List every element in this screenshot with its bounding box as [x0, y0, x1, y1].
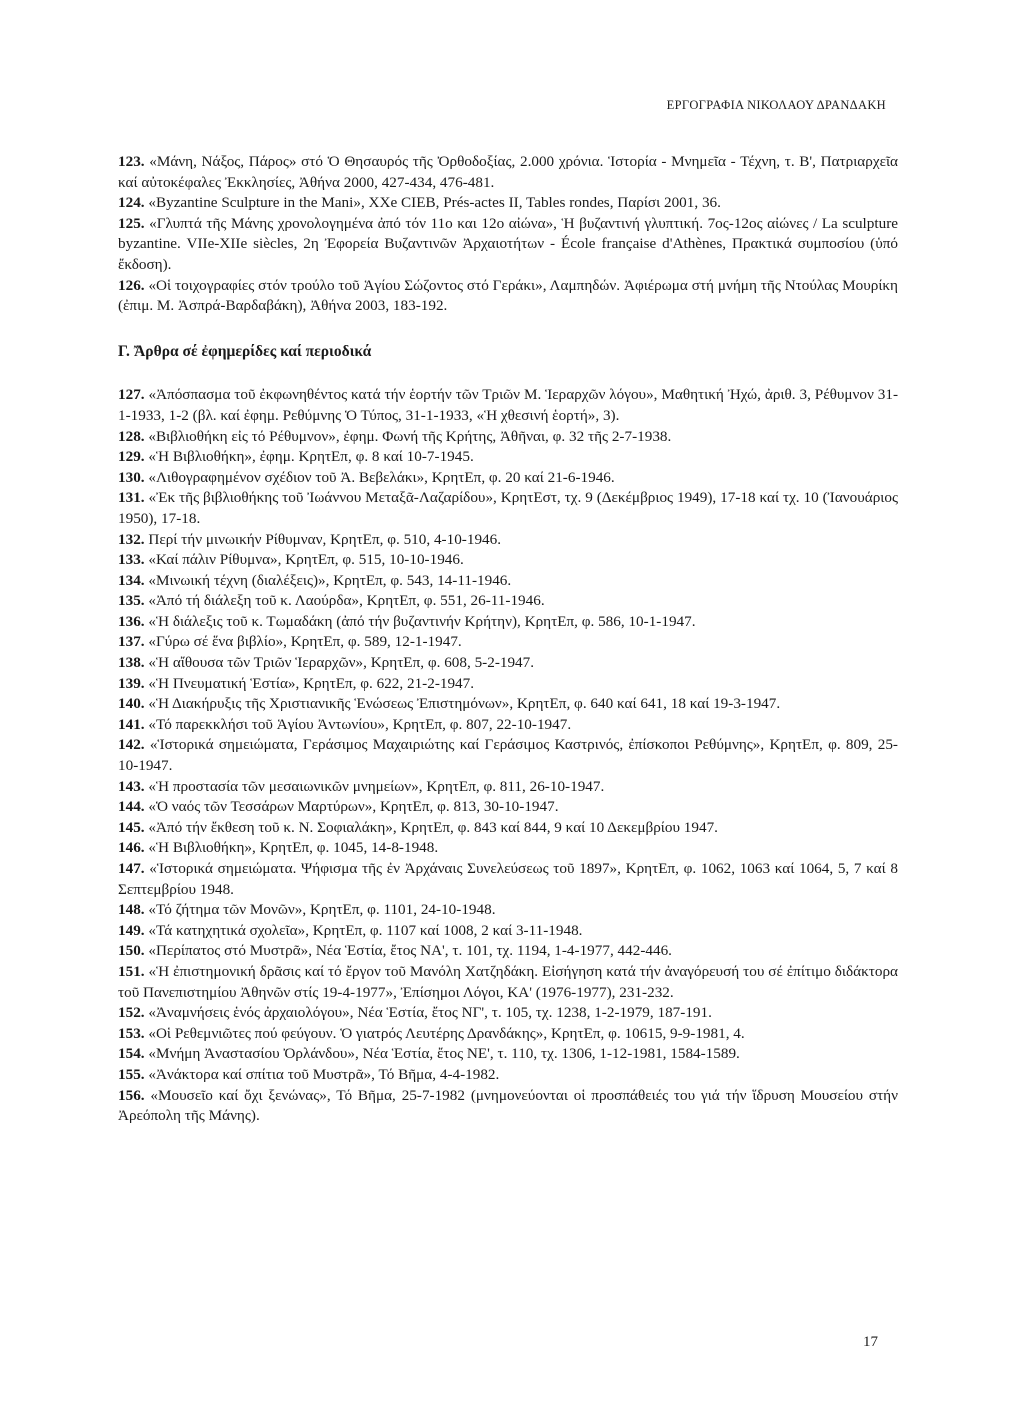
- page-number: 17: [863, 1334, 878, 1350]
- bibliography-entry: [118, 152, 898, 193]
- bibliography-entry: [118, 653, 898, 674]
- entry-text: «Μουσεῖο καί ὄχι ξενώνας», Τό Βῆμα, 25-7-1982 (μνημονεύονται οἱ προσπάθειές του γιά τήν ἵδρυση Μουσείου στήν Ἀρεόπολη τῆς Μάνης).: [118, 1086, 898, 1125]
- entry-number: 130.: [118, 468, 145, 486]
- entry-text: Περί τήν μινωικήν Ρίθυμναν, ΚρητΕπ, φ. 510, 4-10-1946.: [144, 530, 502, 548]
- entry-text: «Ἱστορικά σημειώματα. Ψήφισμα τῆς ἐν Ἀρχάναις Συνελεύσεως τοῦ 1897», ΚρητΕπ, φ. 1062, 1063 καί 1064, 5, 7 καί 8 Σεπτεμβρίου 1948.: [118, 860, 898, 898]
- entry-text: «Μάνη, Νάξος, Πάρος» στό Ὁ Θησαυρός τῆς Ὀρθοδοξίας, 2.000 χρόνια. Ἱστορία - Μνημεῖα - Τέχνη, τ. Β', Πατριαρχεῖα καί αὐτοκέφαλες Ἐκκλησίες, Ἀθήνα 2000, 427-434, 476-481.: [118, 153, 898, 191]
- entry-number: 135.: [118, 592, 145, 610]
- entry-text: «Γύρω σέ ἕνα βιβλίο», ΚρητΕπ, φ. 589, 12-1-1947.: [144, 633, 462, 651]
- entry-text: «Βιβλιοθήκη εἰς τό Ρέθυμνον», ἐφημ. Φωνή τῆς Κρήτης, Ἀθῆναι, φ. 32 τῆς 2-7-1938.: [144, 427, 672, 445]
- entry-text: «Byzantine Sculpture in the Mani», XXe CIEB, Prés-actes II, Tables rondes, Παρίσι 2001, 36.: [144, 194, 721, 212]
- bibliography-entry: [118, 427, 898, 448]
- bibliography-entry: [118, 550, 898, 571]
- bibliography-entry: [118, 214, 898, 276]
- bibliography-entry: [118, 193, 898, 214]
- entry-text: «Ἡ Πνευματική Ἑστία», ΚρητΕπ, φ. 622, 21-2-1947.: [144, 674, 475, 692]
- bibliography-entry: [118, 962, 898, 1003]
- entry-text: «Οἱ Ρεθεμνιῶτες πού φεύγουν. Ὁ γιατρός Λευτέρης Δρανδάκης», ΚρητΕπ, φ. 10615, 9-9-1981, 4.: [144, 1024, 745, 1042]
- entry-text: «Ἀνάκτορα καί σπίτια τοῦ Μυστρᾶ», Τό Βῆμα, 4-4-1982.: [144, 1065, 500, 1083]
- entry-number: 145.: [118, 818, 145, 836]
- entry-number: 153.: [118, 1024, 145, 1042]
- bibliography-entry: [118, 530, 898, 551]
- bibliography-entry: [118, 694, 898, 715]
- entry-number: 142.: [118, 736, 145, 754]
- entry-number: 129.: [118, 448, 145, 466]
- entry-number: 141.: [118, 715, 145, 733]
- section-title: Γ. Ἄρθρα σέ ἐφημερίδες καί περιοδικά: [118, 342, 372, 360]
- entry-text: «Τό ζήτημα τῶν Μονῶν», ΚρητΕπ, φ. 1101, 24-10-1948.: [144, 901, 496, 919]
- entry-text: «Ἀναμνήσεις ἑνός ἀρχαιολόγου», Νέα Ἑστία, ἔτος ΝΓ', τ. 105, τχ. 1238, 1-2-1979, 187-191.: [144, 1004, 712, 1022]
- entry-number: 151.: [118, 962, 145, 980]
- entry-text: «Μινωική τέχνη (διαλέξεις)», ΚρητΕπ, φ. 543, 14-11-1946.: [144, 571, 512, 589]
- entry-text: «Ἡ Βιβλιοθήκη», ἐφημ. ΚρητΕπ, φ. 8 καί 10-7-1945.: [144, 448, 474, 466]
- entry-list-a: [118, 152, 898, 317]
- entry-number: 150.: [118, 942, 145, 960]
- bibliography-entry: [118, 859, 898, 900]
- entry-text: «Ἱστορικά σημειώματα, Γεράσιμος Μαχαιριώτης καί Γεράσιμος Καστρινός, ἐπίσκοποι Ρεθύμνης», ΚρητΕπ, φ. 809, 25-10-1947.: [118, 736, 898, 775]
- entry-text: «Ὁ ναός τῶν Τεσσάρων Μαρτύρων», ΚρητΕπ, φ. 813, 30-10-1947.: [144, 798, 559, 816]
- entry-text: «Μνήμη Ἀναστασίου Ὀρλάνδου», Νέα Ἑστία, ἔτος ΝΕ', τ. 110, τχ. 1306, 1-12-1981, 1584-1589.: [144, 1045, 740, 1063]
- running-header: ΕΡΓΟΓΡΑΦΙΑ ΝΙΚΟΛΑΟΥ ΔΡΑΝΔΑΚΗ: [666, 98, 886, 112]
- bibliography-entry: [118, 468, 898, 489]
- bibliography-entry: [118, 632, 898, 653]
- entry-text: «Τό παρεκκλήσι τοῦ Ἁγίου Ἀντωνίου», ΚρητΕπ, φ. 807, 22-10-1947.: [144, 715, 572, 733]
- entry-number: 131.: [118, 489, 145, 507]
- entry-number: 139.: [118, 674, 145, 692]
- entry-number: 155.: [118, 1065, 145, 1083]
- entry-number: 133.: [118, 551, 145, 569]
- entry-number: 136.: [118, 612, 145, 630]
- entry-number: 124.: [118, 194, 145, 212]
- entry-number: 147.: [118, 860, 145, 877]
- entry-text: «Ἀπό τήν ἔκθεση τοῦ κ. Ν. Σοφιαλάκη», ΚρητΕπ, φ. 843 καί 844, 9 καί 10 Δεκεμβρίου 1947.: [144, 818, 718, 836]
- bibliography-entry: [118, 715, 898, 736]
- bibliography-entry: [118, 900, 898, 921]
- entry-number: 123.: [118, 153, 145, 170]
- bibliography-entry: [118, 488, 898, 529]
- entry-text: «Τά κατηχητικά σχολεῖα», ΚρητΕπ, φ. 1107 καί 1008, 2 καί 3-11-1948.: [144, 921, 583, 939]
- entry-number: 149.: [118, 921, 145, 939]
- entry-number: 143.: [118, 777, 145, 795]
- entry-number: 138.: [118, 654, 145, 672]
- bibliography-entry: [118, 838, 898, 859]
- entry-number: 152.: [118, 1004, 145, 1022]
- entry-number: 126.: [118, 276, 145, 294]
- bibliography-entry: [118, 447, 898, 468]
- bibliography-body: [118, 152, 898, 1127]
- bibliography-entry: [118, 1044, 898, 1065]
- bibliography-entry: [118, 1003, 898, 1024]
- bibliography-entry: [118, 1065, 898, 1086]
- entry-text: «Ἡ προστασία τῶν μεσαιωνικῶν μνημείων», ΚρητΕπ, φ. 811, 26-10-1947.: [144, 777, 605, 795]
- bibliography-entry: [118, 571, 898, 592]
- bibliography-entry: [118, 385, 898, 426]
- bibliography-entry: [118, 1086, 898, 1127]
- bibliography-entry: [118, 735, 898, 776]
- entry-text: «Γλυπτά τῆς Μάνης χρονολογημένα ἀπό τόν 11ο και 12ο αἰώνα», Ἡ βυζαντινή γλυπτική. 7ος-12ος αἰώνες / La sculpture byzantine. VIIe-XIIe siècles, 2η Ἐφορεία Βυζαντινῶν Ἀρχαιοτήτων - École française d'Athènes, Πρακτικά συμποσίου (ὑπό ἔκδοση).: [118, 214, 898, 273]
- entry-number: 140.: [118, 695, 145, 713]
- entry-text: «Οἱ τοιχογραφίες στόν τρούλο τοῦ Ἁγίου Σώζοντος στό Γεράκι», Λαμπηδών. Ἀφιέρωμα στή μνήμη τῆς Ντούλας Μουρίκη (ἐπιμ. Μ. Ἀσπρά-Βαρδαβάκη), Ἀθήνα 2003, 183-192.: [118, 276, 898, 315]
- entry-text: «Καί πάλιν Ρίθυμνα», ΚρητΕπ, φ. 515, 10-10-1946.: [144, 551, 464, 569]
- entry-number: 134.: [118, 571, 145, 589]
- entry-number: 128.: [118, 427, 145, 445]
- bibliography-entry: [118, 941, 898, 962]
- entry-number: 125.: [118, 214, 145, 232]
- entry-number: 148.: [118, 901, 145, 919]
- entry-text: «Ἡ διάλεξις τοῦ κ. Τωμαδάκη (ἀπό τήν βυζαντινήν Κρήτην), ΚρητΕπ, φ. 586, 10-1-1947.: [144, 612, 696, 630]
- entry-list-b: [118, 385, 898, 1126]
- entry-text: «Ἀπό τή διάλεξη τοῦ κ. Λαούρδα», ΚρητΕπ, φ. 551, 26-11-1946.: [144, 592, 545, 610]
- entry-number: 144.: [118, 798, 145, 816]
- bibliography-entry: [118, 921, 898, 942]
- bibliography-entry: [118, 818, 898, 839]
- bibliography-entry: [118, 674, 898, 695]
- entry-number: 127.: [118, 386, 145, 404]
- entry-text: «Ἡ ἐπιστημονική δρᾶσις καί τό ἔργον τοῦ Μανόλη Χατζηδάκη. Εἰσήγηση κατά τήν ἀναγόρευσή του σέ ἐπίτιμο διδάκτορα τοῦ Πανεπιστημίου Ἀθηνῶν στίς 19-4-1977», Ἐπίσημοι Λόγοι, ΚΑ' (1976-1977), 231-232.: [118, 962, 898, 1001]
- bibliography-entry: [118, 276, 898, 317]
- bibliography-entry: [118, 1024, 898, 1045]
- entry-text: «Ἐκ τῆς βιβλιοθήκης τοῦ Ἰωάννου Μεταξᾶ-Λαζαρίδου», ΚρητΕστ, τχ. 9 (Δεκέμβριος 1949), 17-18 καί τχ. 10 (Ἰανουάριος 1950), 17-18.: [118, 489, 898, 527]
- entry-number: 146.: [118, 839, 145, 857]
- entry-text: «Ἡ Διακήρυξις τῆς Χριστιανικῆς Ἑνώσεως Ἐπιστημόνων», ΚρητΕπ, φ. 640 καί 641, 18 καί 19-3-1947.: [144, 695, 781, 713]
- bibliography-entry: [118, 612, 898, 633]
- entry-text: «Ἡ αἴθουσα τῶν Τριῶν Ἱεραρχῶν», ΚρητΕπ, φ. 608, 5-2-1947.: [144, 654, 535, 672]
- entry-text: «Λιθογραφημένον σχέδιον τοῦ Ἀ. Βεβελάκι», ΚρητΕπ, φ. 20 καί 21-6-1946.: [144, 468, 615, 486]
- entry-number: 156.: [118, 1086, 145, 1104]
- entry-number: 154.: [118, 1045, 145, 1063]
- bibliography-entry: [118, 797, 898, 818]
- entry-number: 132.: [118, 530, 145, 548]
- entry-text: «Περίπατος στό Μυστρᾶ», Νέα Ἑστία, ἔτος ΝΑ', τ. 101, τχ. 1194, 1-4-1977, 442-446.: [144, 942, 672, 960]
- entry-text: «Ἀπόσπασμα τοῦ ἐκφωνηθέντος κατά τήν ἑορτήν τῶν Τριῶν Μ. Ἱεραρχῶν λόγου», Μαθητική Ἠχώ, ἀριθ. 3, Ρέθυμνον 31-1-1933, 1-2 (βλ. καί ἐφημ. Ρεθύμνης Ὁ Τύπος, 31-1-1933, «Ἡ χθεσινή ἑορτή», 3).: [118, 386, 898, 424]
- bibliography-entry: [118, 777, 898, 798]
- entry-text: «Ἡ Βιβλιοθήκη», ΚρητΕπ, φ. 1045, 14-8-1948.: [144, 839, 439, 857]
- entry-number: 137.: [118, 633, 145, 651]
- bibliography-entry: [118, 591, 898, 612]
